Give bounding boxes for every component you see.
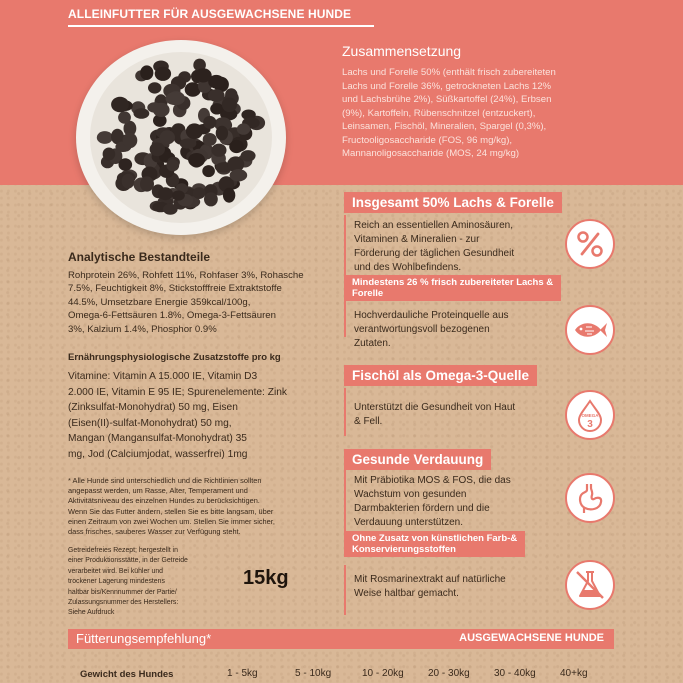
- kibble-piece: [134, 108, 150, 119]
- svg-text:OMEGA: OMEGA: [581, 413, 599, 418]
- kibble-piece: [153, 103, 170, 117]
- kibble-piece: [118, 111, 131, 123]
- kibble-piece: [193, 187, 206, 199]
- kibble-piece: [223, 188, 235, 203]
- feeding-column: 5 - 10kg: [295, 668, 332, 679]
- kibble-piece: [241, 150, 256, 161]
- kibble-piece: [216, 126, 228, 141]
- additives-text: Vitamine: Vitamin A 15.000 IE, Vitamin D3 2.000 IE, Vitamin E 95 IE; Spurenelemente: Zink (Zinksulfat-Monohydrat) 50 mg, Eisen (Eisen(II)-sulfat-Monohydrat) 50 mg, Mangan (Mangansulfat-Monohydrat) 35 mg, Jod (Calciumjodat, wasserfrei) 1mg: [68, 371, 287, 460]
- svg-text:3: 3: [587, 419, 593, 430]
- feature-text-digestion: Mit Präbiotika MOS & FOS, die das Wachstum von gesunden Darmbakterien fördern und die Verdauung unterstützen.: [354, 475, 511, 528]
- kibble-piece: [204, 192, 218, 206]
- kibble-piece: [230, 169, 248, 181]
- feeding-row-label: Gewicht des Hundes: [80, 669, 174, 680]
- kibble-piece: [160, 130, 175, 144]
- kibble-piece: [237, 123, 250, 134]
- storage-info: Getreidefreies Rezept; hergestellt in einer Produktionsstätte, in der Getreide verarbeitet wird. Bei kühler und trockener Lagerung mindestens haltbar bis/Kennnummer der Partie/ Zulassungsnummer des Herstellers: Siehe Aufdruck: [68, 547, 188, 617]
- page-title: ALLEINFUTTER FÜR AUSGEWACHSENE HUNDE: [68, 7, 352, 21]
- kibble-piece: [202, 165, 215, 177]
- kibble-piece: [140, 176, 154, 191]
- package-weight: 15kg: [243, 567, 289, 589]
- kibble-piece: [163, 204, 178, 215]
- kibble-piece: [188, 153, 205, 167]
- kibble-piece: [150, 142, 165, 156]
- feeding-column: 40+kg: [560, 668, 588, 679]
- feeding-note: * Alle Hunde sind unterschiedlich und die Richtlinien sollten angepasst werden, um Rasse, Alter, Temperament und Aktivitätsniveau des einzelnen Hundes zu berücksichtigen. Wenn Sie das Futter ändern, stellen Sie es bitte langsam, über einen Zeitraum von zwei Wochen um. Stellen Sie immer sicher, dass frisches, sauberes Wasser zur Verfügung steht.: [68, 476, 275, 537]
- analytics-text: Rohprotein 26%, Rohfett 11%, Rohfaser 3%, Rohasche 7.5%, Feuchtigkeit 8%, Stickstofffreie Extraktstoffe 44.5%, Umsetzbare Energie 359kcal/100g, Omega-6-Fettsäuren 1.8%, Omega-3-Fettsäuren 3%, Kalzium 1.4%, Phosphor 0.9%: [68, 270, 304, 335]
- kibble-piece: [166, 92, 184, 105]
- kibble-piece: [119, 158, 133, 171]
- no-chemicals-icon: [565, 560, 615, 610]
- feeding-column: 10 - 20kg: [362, 668, 404, 679]
- feature-text-salmon: Reich an essentiellen Aminosäuren, Vitaminen & Mineralien - zur Förderung der täglichen Gesundheit und des Wohlbefindens.: [354, 220, 515, 273]
- feature-divider: [344, 470, 346, 532]
- additives-title: Ernährungsphysiologische Zusatzstoffe pro kg: [68, 352, 281, 363]
- kibble-piece: [212, 144, 227, 157]
- feature-subtitle-fresh-salmon: Mindestens 26 % frisch zubereiteter Lachs & Forelle: [344, 275, 561, 301]
- kibble-piece: [111, 97, 129, 112]
- kibble-piece: [148, 82, 161, 93]
- feature-title-salmon: Insgesamt 50% Lachs & Forelle: [344, 192, 562, 213]
- feeding-column: 20 - 30kg: [428, 668, 470, 679]
- kibble-piece: [97, 131, 113, 144]
- kibble-pile: [90, 52, 272, 223]
- kibble-piece: [195, 68, 212, 82]
- stomach-icon: [565, 473, 615, 523]
- kibble-piece: [222, 98, 237, 113]
- kibble-bowl-image: [76, 40, 286, 235]
- fish-icon: [565, 305, 615, 355]
- feature-subtitle-no-additives: Ohne Zusatz von künstlichen Farb-& Konservierungsstoffen: [344, 531, 525, 557]
- kibble-piece: [122, 174, 135, 189]
- kibble-piece: [186, 123, 203, 139]
- feeding-column: 1 - 5kg: [227, 668, 258, 679]
- composition-title: Zusammensetzung: [342, 43, 462, 59]
- title-underline: [68, 25, 374, 27]
- kibble-piece: [180, 138, 197, 148]
- percent-icon: [565, 219, 615, 269]
- kibble-piece: [166, 160, 179, 172]
- feature-divider: [344, 388, 346, 436]
- feature-title-fishoil: Fischöl als Omega-3-Quelle: [344, 365, 537, 386]
- kibble-piece: [123, 133, 138, 149]
- kibble-piece: [172, 190, 185, 200]
- feeding-header-bar: [68, 629, 614, 649]
- kibble-piece: [158, 187, 173, 200]
- feature-text-protein: Hochverdauliche Proteinquelle aus verantwortungsvoll bezogenen Zutaten.: [354, 310, 509, 349]
- feeding-column: 30 - 40kg: [494, 668, 536, 679]
- feature-text-fishoil: Unterstützt die Gesundheit von Haut & Fell.: [354, 402, 516, 427]
- kibble-piece: [103, 148, 116, 161]
- kibble-piece: [203, 116, 216, 129]
- kibble-piece: [155, 67, 171, 81]
- feature-title-digestion: Gesunde Verdauung: [344, 449, 491, 470]
- composition-text: Lachs und Forelle 50% (enthält frisch zubereiteten Lachs und Forelle 36%, getrockneten Lachs 12% und Lachsbrühe 2%), Süßkartoffel (24%), Erbsen (9%), Kartoffeln, Rübenschnitzel (entzuckert), Leinsamen, Fischöl, Mineralien, Spargel (0,3%), Fructooligosaccharide (FOS, 96 mg/kg), Mannanoligosaccharide (MOS, 24 mg/kg): [342, 67, 556, 159]
- kibble-piece: [203, 133, 217, 146]
- feature-text-rosemary: Mit Rosmarinextrakt auf natürliche Weise haltbar gemacht.: [354, 574, 506, 599]
- kibble-piece: [208, 89, 225, 102]
- kibble-piece: [210, 103, 223, 114]
- feeding-audience: AUSGEWACHSENE HUNDE: [459, 632, 604, 644]
- omega-3-icon: [565, 390, 615, 440]
- analytics-title: Analytische Bestandteile: [68, 250, 211, 264]
- feature-divider: [344, 565, 346, 615]
- feeding-title: Fütterungsempfehlung*: [76, 631, 212, 646]
- kibble-piece: [140, 65, 153, 80]
